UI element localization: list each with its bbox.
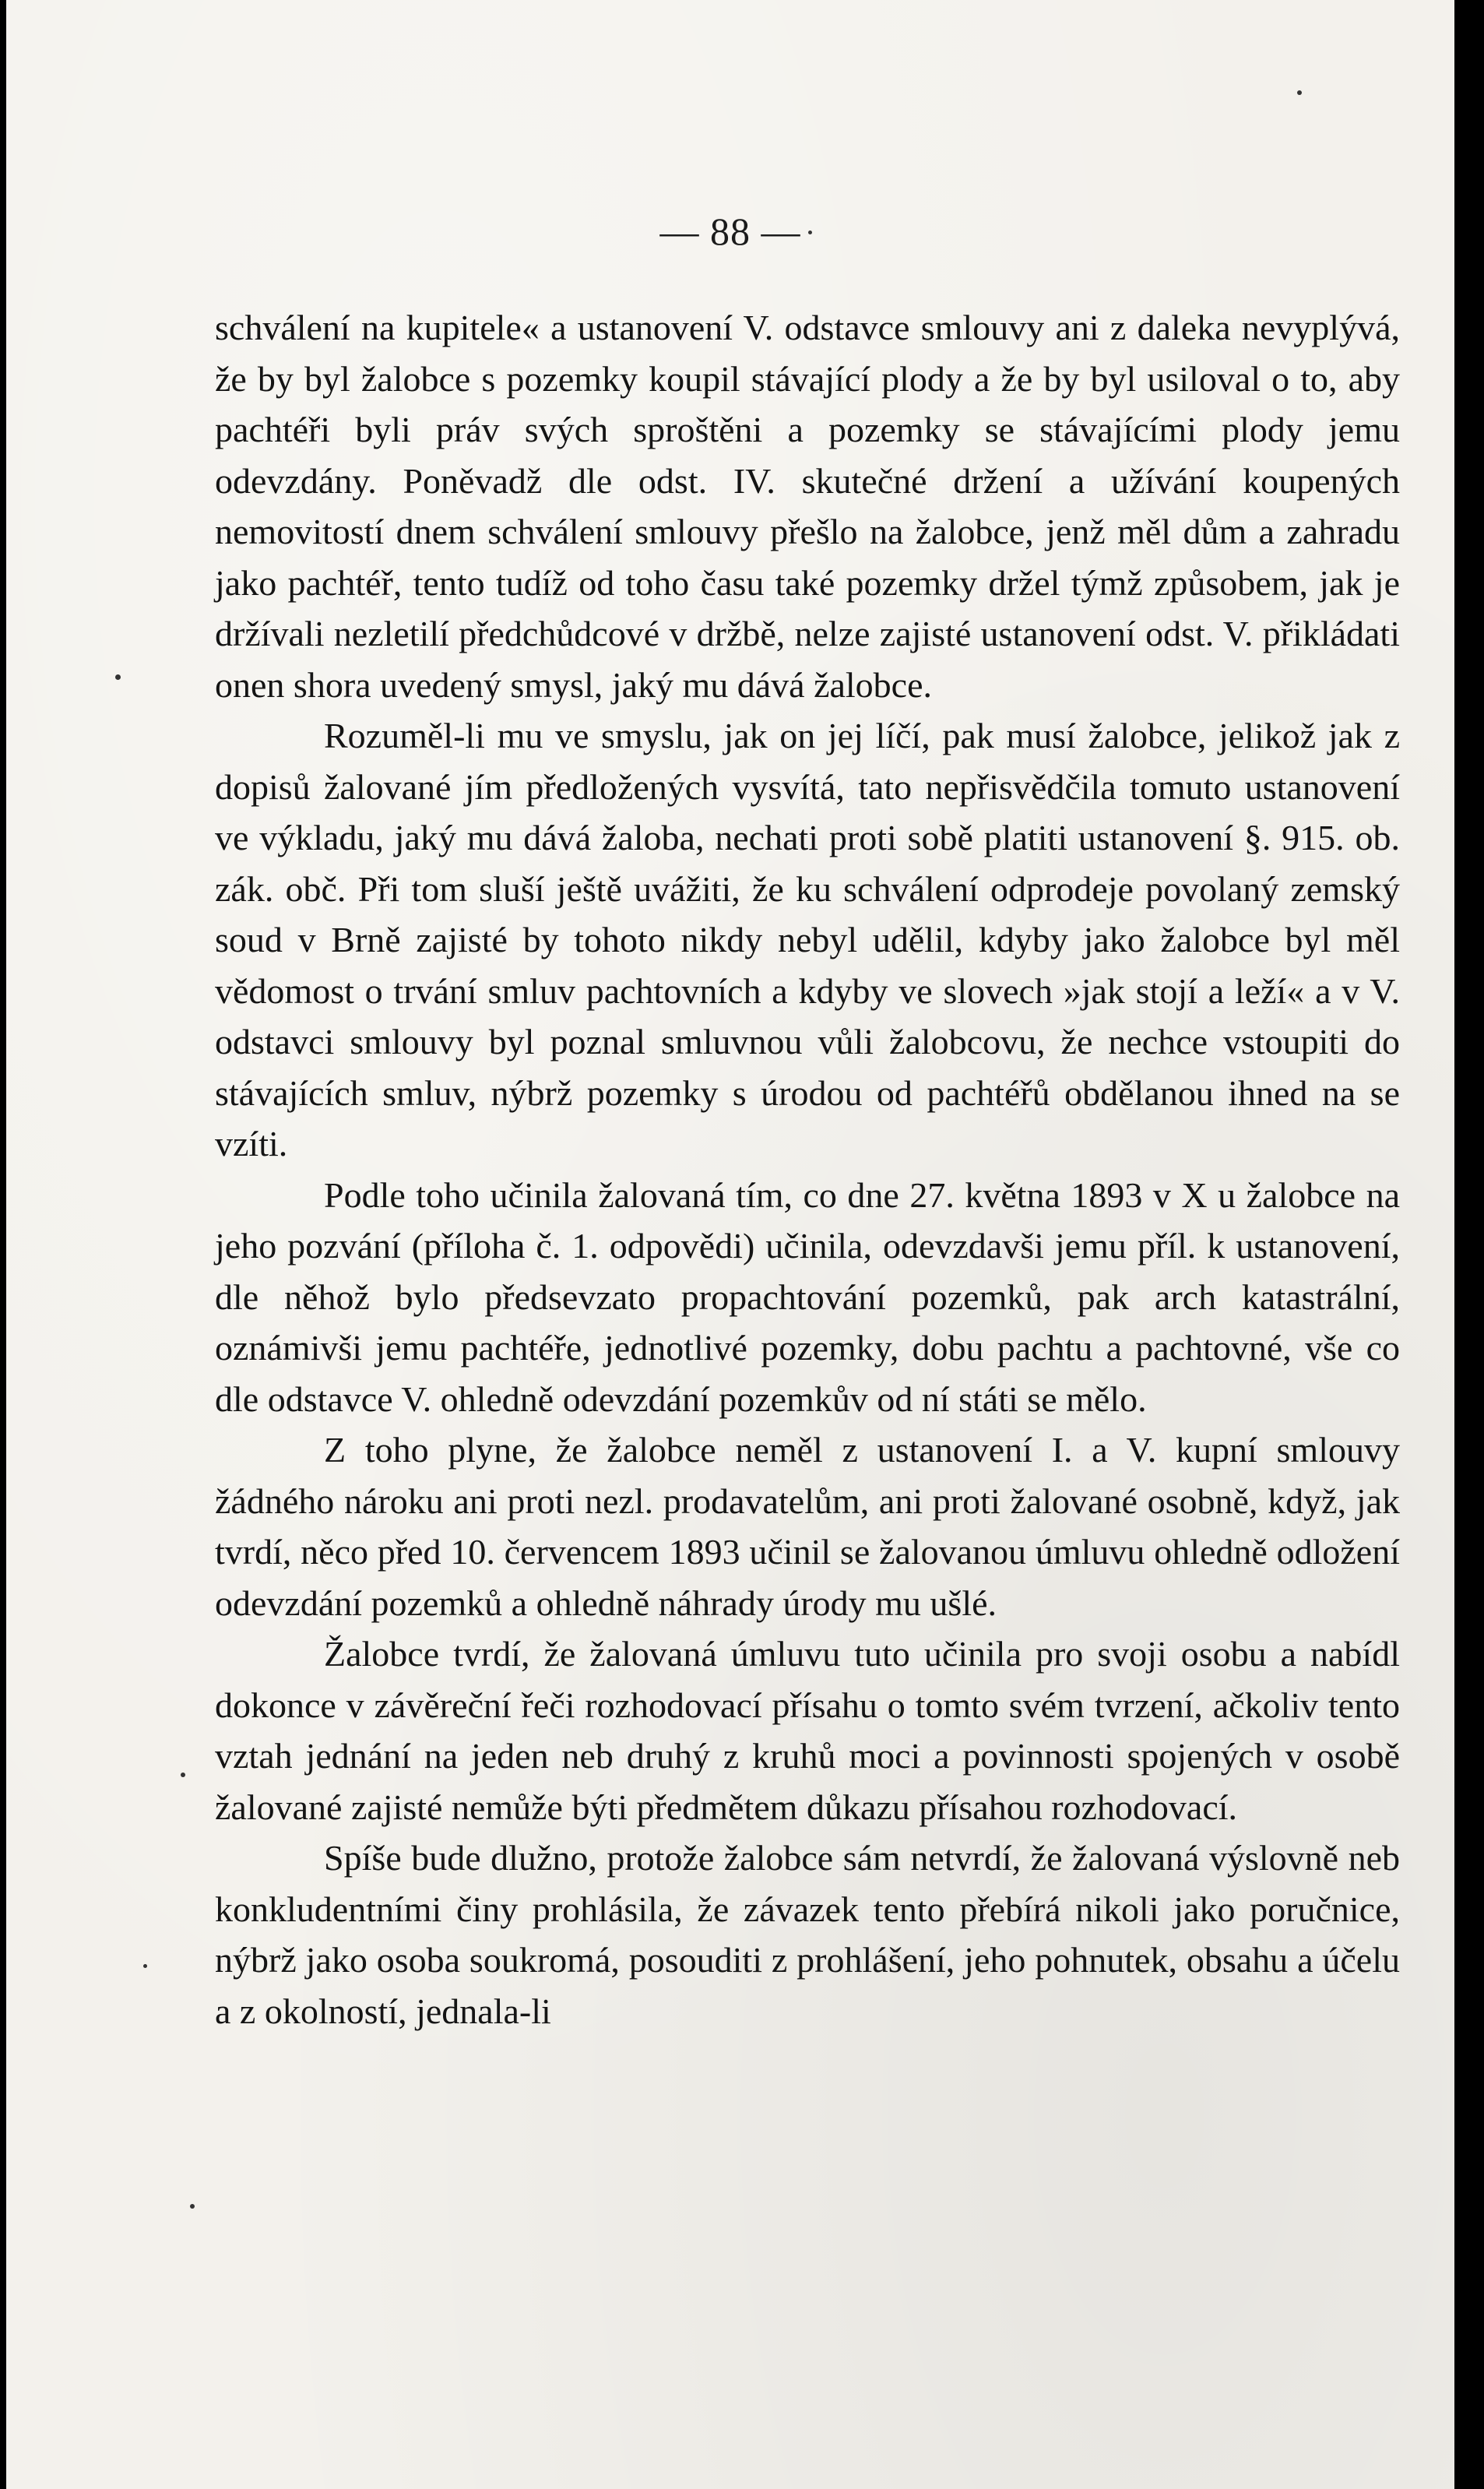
body-text — [215, 302, 1400, 2037]
scanned-page — [6, 0, 1454, 2489]
paragraph: Spíše bude dlužno, protože žalobce sám netvrdí, že žalovaná výslovně neb konkludentními činy prohlásila, že závazek tento přebírá nikoli jako poručnice, nýbrž jako osoba soukromá, posouditi z prohlášení, jeho pohnutek, obsahu a účelu a z okolností, jednala-li — [215, 1838, 1400, 2031]
paragraph-continuation: schválení na kupitele« a ustanovení V. odstavce smlouvy ani z daleka nevyplývá, že by byl žalobce s pozemky koupil stávající plody a že by byl usiloval o to, aby pachtéři byli práv svých sproštěni a pozemky se stávajícími plody jemu odevzdány. Poněvadž dle odst. IV. skutečné držení a užívání koupených nemovitostí dnem schválení smlouvy přešlo na žalobce, jenž měl dům a zahradu jako pachtéř, tento tudíž od toho času také pozemky držel týmž způsobem, jak je držívali nezletilí předchůdcové v držbě, nelze zajisté ustanovení odst. V. přikládati onen shora uvedený smysl, jaký mu dává žalobce. — [215, 308, 1400, 705]
paragraph: Žalobce tvrdí, že žalovaná úmluvu tuto učinila pro svoji osobu a nabídl dokonce v závěreční řeči rozhodovací přísahu o tomto svém tvrzení, ačkoliv tento vztah jednání na jeden neb druhý z kruhů moci a povinnosti spojených v osobě žalované zajisté nemůže býti předmětem důkazu přísahou rozhodovací. — [215, 1634, 1400, 1827]
paragraph: Podle toho učinila žalovaná tím, co dne 27. května 1893 v X u žalobce na jeho pozvání (příloha č. 1. odpovědi) učinila, odevzdavši jemu příl. k ustanovení, dle něhož bylo předsevzato propachtování pozemků, pak arch katastrální, oznámivši jemu pachtéře, jednotlivé pozemky, dobu pachtu a pachtovné, vše co dle odstavce V. ohledně odevzdání pozemkův od ní státi se mělo. — [215, 1174, 1400, 1419]
paragraph: Z toho plyne, že žalobce neměl z ustanovení I. a V. kupní smlouvy žádného nároku ani proti nezl. prodavatelům, ani proti žalované osobně, když, jak tvrdí, něco před 10. červencem 1893 učinil se žalovanou úmluvu ohledně odložení odevzdání pozemků a ohledně náhrady úrody mu ušlé. — [215, 1430, 1400, 1623]
page-number: — 88 — — [659, 209, 801, 253]
paragraph: Rozuměl-li mu ve smyslu, jak on jej líčí, pak musí žalobce, jelikož jak z dopisů žalované jím předložených vysvítá, tato nepřisvědčila tomuto ustanovení ve výkladu, jaký mu dává žaloba, nechati proti sobě platiti ustanovení §. 915. ob. zák. obč. Při tom sluší ještě uvážiti, že ku schválení odprodeje povolaný zemský soud v Brně zajisté by tohoto nikdy nebyl udělil, kdyby jako žalobce byl měl vědomost o trvání smluv pachtovních a kdyby ve slovech »jak stojí a leží« a v V. odstavci smlouvy byl poznal smluvnou vůli žalobcovu, že nechce vstoupiti do stávajících smluv, nýbrž pozemky s úrodou od pachtéřů obdělanou ihned na se vzíti. — [215, 716, 1400, 1164]
